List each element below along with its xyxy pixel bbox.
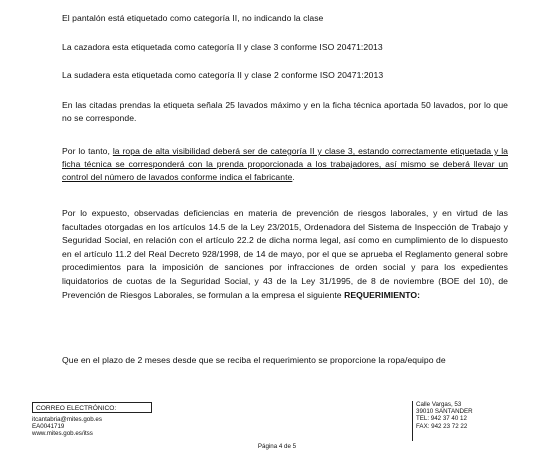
footer-contact [32,416,102,438]
conclusion-prefix: Por lo tanto, [62,146,113,156]
address-tel: TEL: 942 37 40 12 [416,415,467,423]
footer-email[interactable]: itcantabria@mites.gob.es [32,416,102,423]
paragraph-sudadera: La sudadera esta etiquetada como categoría II y clase 2 conforme ISO 20471:2013 [62,70,384,80]
address-city: 39010 SANTANDER [416,408,473,416]
requerimiento-heading: REQUERIMIENTO: [344,289,421,300]
conclusion-underlined: la ropa de alta visibilidad deberá ser de categoría II y clase 3, estando correctamente etiquetada y la ficha técnica se corresponderá con la prenda proporcionada a los trabajadores, así mismo se deberá llevar un control del número de lavados conforme indica el fabricante [62,146,508,182]
page-number: Página 4 de 5 [257,443,297,450]
footer-code: EA0041719 [32,423,65,431]
intro-text: Por lo expuesto, observadas deficiencias en materia de prevención de riesgos laborales, y en virtud de las facultades otorgadas en los artículos 14.5 de la Ley 23/2015, Ordenadora del Sistema de Inspección de Trabajo y Seguridad Social, en relación con el artículo 22.2 de dicha norma legal, así como en cumplimiento de lo dispuesto en el artículo 11.2 del Real Decreto 928/1998, de 14 de mayo, por el que se aprueba el Reglamento general sobre procedimientos para la imposición de sanciones por infracciones de orden social y para los expedientes liquidatorios de cuotas de la Seguridad Social, y 43 de la Ley 31/1995, de 8 de noviembre (BOE del 10), de Prevención de Riesgos Laborales, se formulan a la empresa el siguiente [62,208,508,300]
paragraph-requerimiento-intro [62,207,508,302]
paragraph-conclusion [62,145,508,184]
paragraph-pantalon: El pantalón está etiquetado como categoría II, no indicando la clase [62,13,324,23]
email-label: CORREO ELECTRÓNICO: [36,405,117,412]
paragraph-lavados: En las citadas prendas la etiqueta señala 25 lavados máximo y en la ficha técnica aportada 50 lavados, por lo que no se corresponde. [62,100,508,123]
paragraph-plazo: Que en el plazo de 2 meses desde que se reciba el requerimiento se proporcione la ropa/equipo de [62,355,446,365]
conclusion-suffix: . [292,172,295,182]
paragraph-cazadora: La cazadora esta etiquetada como categoría II y clase 3 conforme ISO 20471:2013 [62,42,383,52]
footer-web[interactable]: www.mites.gob.es/itss [32,430,93,438]
email-label-box [32,402,152,413]
address-street: Calle Vargas, 53 [416,401,462,408]
address-fax: FAX: 942 23 72 22 [416,422,468,430]
footer-address [412,401,504,441]
